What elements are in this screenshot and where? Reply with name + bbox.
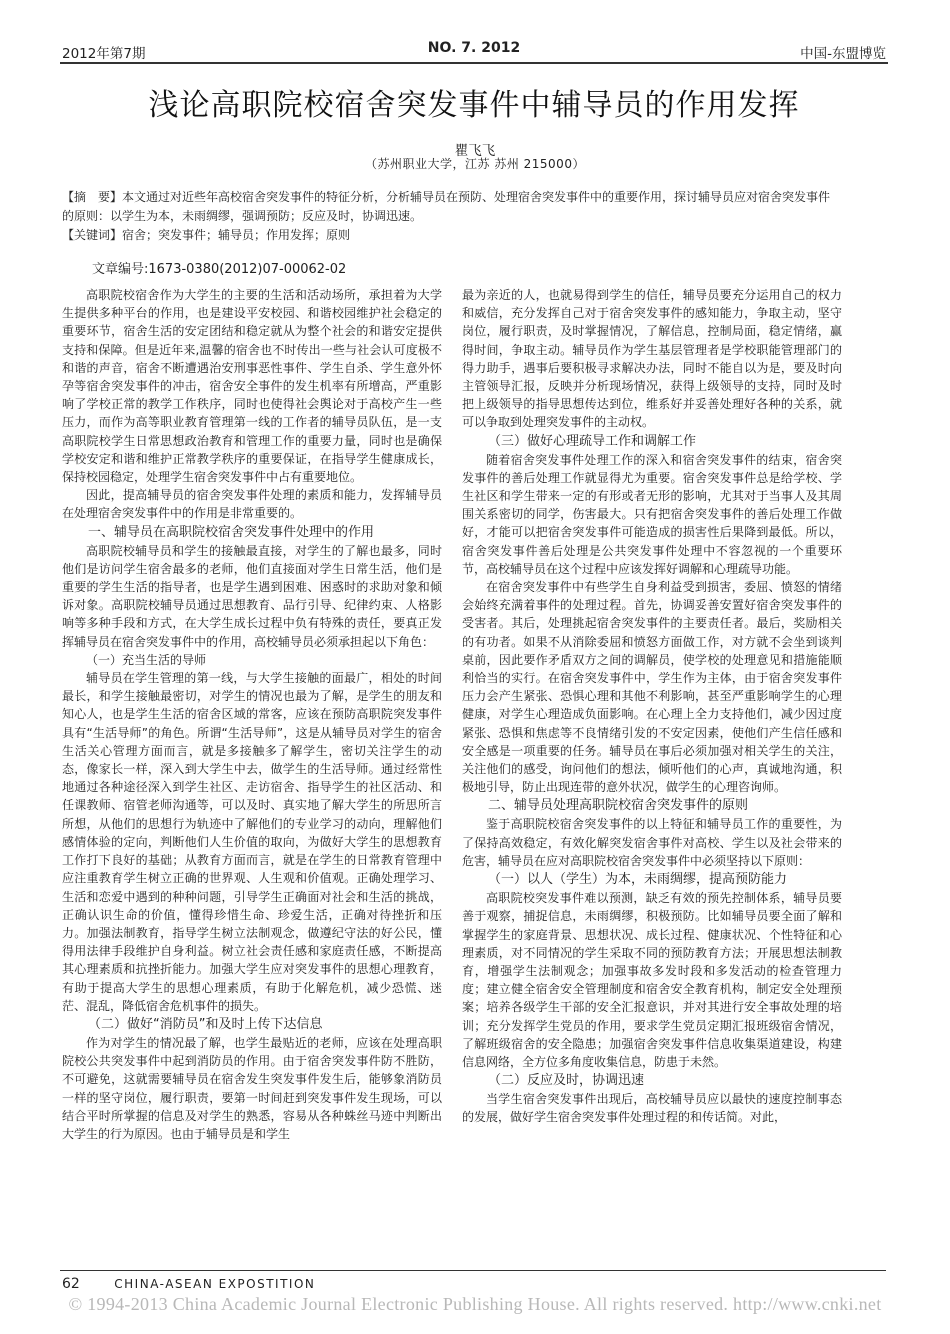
body-paragraph: 最为亲近的人，也就易得到学生的信任，辅导员要充分运用自己的权力和威信，充分发挥自己对于宿舍突发事件的感知能力，争取主动，坚守岗位，履行职责，及时掌握情况，了解信息，控制局面，稳定情绪，赢得时间，争取主动。辅导员作为学生基层管理者是学校职能管理部门的得力助手，遇事后要积极寻求解决办法，同时不能自以为是，要及时向主管领导汇报，反映并分析现场情况，获得上级领导的支持，同时及时把上级领导的指导思想传达到位，维系好并妥善处理好各种的关系，就可以争取到处理突发事件的主动权。 [462, 288, 842, 430]
right-column [462, 286, 842, 1127]
body-paragraph: 在宿舍突发事件中有些学生自身利益受到损害，委屈、愤怒的情绪会始终充满着事件的处理过程。首先，协调妥善安置好宿舍突发事件的受害者。其后，处理挑起宿舍突发事件的主要责任者。最后，奖励相关的有功者。如果不从消除委屈和愤怒方面做工作，对方就不会坐到谈判桌前，因此要作矛盾双方之间的调解员，使学校的处理意见和措施能顺利恰当的实行。在宿舍突发事件中，学生作为主体，由于宿舍突发事件压力会产生紧张、恐惧心理和其他不利影响，甚至严重影响学生的心理健康，对学生心理造成负面影响。在心理上全力支持他们，减少因过度紧张、恐惧和焦虑等不良情绪引发的不安定因素，使他们产生信任感和安全感是一项重要的任务。辅导员在事后必须加强对相关学生的关注，关注他们的感受，询问他们的想法，倾听他们的心声，真诚地沟通，积极地引导，防止出现连带的意外状况，做学生的心理咨询师。 [462, 580, 842, 795]
subsection-heading: （二）反应及时，协调迅速 [488, 1073, 645, 1089]
body-paragraph: 随着宿舍突发事件处理工作的深入和宿舍突发事件的结束，宿舍突发事件的善后处理工作就显得尤为重要。宿舍突发事件总是给学校、学生社区和学生带来一定的有形或者无形的影响，尤其对于当事人及其周围关系密切的同学，伤害最大。只有把宿舍突发事件的善后处理工作做好，才能可以把宿舍突发事件可能造成的损害性后果降到最低。所以，宿舍突发事件善后处理是公共突发事件处理中不容忽视的一个重要环节，高校辅导员在这个过程中应该发挥好调解和心理疏导功能。 [462, 452, 842, 576]
journal-name: 中国-东盟博览 [800, 46, 886, 62]
body-paragraph: 鉴于高职院校宿舍突发事件的以上特征和辅导员工作的重要性，为了保持高效稳定，有效化解突发宿舍事件对高校、学生以及社会带来的危害，辅导员在应对高职院校宿舍突发事件中必须坚持以下原则： [462, 817, 842, 868]
subsection-heading: （三）做好心理疏导工作和调解工作 [488, 433, 697, 449]
body-paragraph: 高职院校突发事件难以预测，缺乏有效的预先控制体系，辅导员要善于观察，捕捉信息，未雨绸缪，积极预防。比如辅导员要全面了解和掌握学生的家庭背景、思想状况、成长过程、健康状况、个性特征和心理素质，对不同情况的学生采取不同的预防教育方法；开展思想法制教育，增强学生法制观念；加强事故多发时段和多发活动的检查管理力度；建立健全宿舍安全管理制度和宿舍安全教育机构，制定安全处理预案；培养各级学生干部的安全汇报意识，并对其进行安全事故处理的培训；充分发挥学生党员的作用，要求学生党员定期汇报班级宿舍情况，了解班级宿舍的安全隐患；加强宿舍突发事件信息收集渠道建设，构建信息网络，全方位多角度收集信息，防患于未然。 [462, 891, 842, 1069]
left-column [62, 286, 442, 1143]
page-number: 62 [62, 1276, 80, 1292]
body-paragraph: 高职院校辅导员和学生的接触最直接，对学生的了解也最多，同时他们是访问学生宿舍最多的老师，他们直接面对学生日常生活，他们是重要的学生生活的指导者，也是学生遇到困难、困惑时的求助对象和倾诉对象。高职院校辅导员通过思想教育、品行引导、纪律约束、人格影响等多种手段和方式，在大学生成长过程中负有特殊的责任，要真正发挥辅导员在宿舍突发事件中的作用，高校辅导员必须承担起以下角色： [62, 543, 442, 649]
document-number: 文章编号:1673-0380(2012)07-00062-02 [92, 262, 347, 277]
body-paragraph: 当学生宿舍突发事件出现后，高校辅导员应以最快的速度控制事态的发展，做好学生宿舍突发事件处理过程的和传话简。对此， [462, 1092, 842, 1125]
issue-number: NO. 7. 2012 [427, 40, 521, 56]
issue-label: 2012年第7期 [62, 46, 146, 62]
page-footer [62, 1276, 315, 1292]
footer-journal-name: CHINA-ASEAN EXPOSTITION [114, 1277, 316, 1291]
author-affiliation: （苏州职业大学，江苏 苏州 215000） [365, 157, 585, 171]
section-heading: 一、辅导员在高职院校宿舍突发事件处理中的作用 [88, 524, 375, 540]
header-rule [60, 62, 888, 64]
body-paragraph: 作为对学生的情况最了解，也学生最贴近的老师，应该在处理高职院校公共突发事件中起到消防员的作用。由于宿舍突发事件防不胜防，不可避免，这就需要辅导员在宿舍发生突发事件发生后，能够象消防员一样的坚守岗位，履行职责，要第一时间赶到突发事件发生现场，可以结合平时所掌握的信息及对学生的熟悉，容易从各种蛛丝马迹中判断出大学生的行为原因。也由于辅导员是和学生 [62, 1035, 442, 1141]
keywords-text: 【关键词】宿舍；突发事件；辅导员；作用发挥；原则 [62, 228, 351, 242]
running-header [62, 40, 886, 62]
copyright-watermark: © 1994-2013 China Academic Journal Electronic Publishing House. All rights reserved. http://www.cnki.net [68, 1294, 882, 1314]
abstract-block [62, 188, 840, 245]
body-paragraph: 高职院校宿舍作为大学生的主要的生活和活动场所，承担着为大学生提供多种平台的作用，也是建设平安校园、和谐校园维护社会稳定的重要环节，宿舍生活的安定团结和稳定就从为整个社会的和谐安定提供支持和保障。但是近年来,温馨的宿舍也不时传出一些与社会认可度极不和谐的声音，宿舍不断遭遇治安刑事恶性事件、学生自杀、学生意外怀孕等宿舍突发事件的冲击，宿舍安全事件的发生机率有所增高，严重影响了学校正常的教学工作秩序，同时也使得社会舆论对于高校产生一些压力，而作为高等职业教育管理第一线的工作者的辅导员队伍，是一支高职院校学生日常思想政治教育和管理工作的重要力量，同时也是确保学校安定和谐和维护正常教学秩序的重要保证，在指导学生健康成长，保持校园稳定，处理学生宿舍突发事件中占有重要地位。 [62, 288, 442, 485]
article-title: 浅论高职院校宿舍突发事件中辅导员的作用发挥 [148, 88, 800, 123]
body-paragraph: 因此，提高辅导员的宿舍突发事件处理的素质和能力，发挥辅导员在处理宿舍突发事件中的作用是非常重要的。 [62, 488, 442, 521]
subsection-heading: （二）做好“消防员”和及时上传下达信息 [88, 1016, 323, 1032]
body-paragraph: 辅导员在学生管理的第一线，与大学生接触的面最广，相处的时间最长，和学生接触最密切，对学生的情况也最为了解，是学生的朋友和知心人，也是学生生活的宿舍区域的常客，应该在预防高职院突发事件具有“生活导师”的角色。所谓“生活导师”，这是从辅导员对学生的宿舍生活关心管理方面而言，就是多接触多了解学生，密切关注学生的动态，像家长一样，深入到大学生中去，做学生的生活导师。通过经常性地通过各种途径深入到学生社区、走访宿舍、指导学生的社区活动、和任课教师、宿管老师沟通等，可以及时、真实地了解大学生的所思所言所想，从他们的思想行为轨迹中了解他们的专业学习的动向，理解他们感情体验的定向，判断他们人生价值的取向，为做好大学生的思想教育工作打下良好的基础；从教育方面而言，就是在学生的日常教育管理中应注重教育学生树立正确的世界观、人生观和价值观。正确处理学习、生活和恋爱中遇到的种种问题，引导学生正确面对社会和生活的挑战，正确认识生命的价值，懂得珍惜生命、珍爱生活，正确对待挫折和压力。加强法制教育，指导学生树立法制观念，做遵纪守法的好公民，懂得用法律手段维护自身利益。树立社会责任感和家庭责任感，不断提高其心理素质和抗挫折能力。加强大学生应对突发事件的思想心理教育，有助于提高大学生的思想心理素质，有助于化解危机，减少恐慌、迷茫、混乱，降低宿舍危机事件的损失。 [62, 671, 442, 1013]
section-heading: 二、辅导员处理高职院校宿舍突发事件的原则 [488, 798, 749, 814]
subsection-heading: （一）以人（学生）为本，未雨绸缪，提高预防能力 [488, 872, 788, 888]
footer-rule [60, 1270, 886, 1271]
author-name: 瞿飞飞 [454, 143, 496, 159]
abstract-text: 【摘 要】本文通过对近些年高校宿舍突发事件的特征分析，分析辅导员在预防、处理宿舍突发事件中的重要作用，探讨辅导员应对宿舍突发事件的原则：以学生为本，未雨绸缪，强调预防；反应及时，协调迅速。 [62, 190, 831, 223]
subsection-heading: （一）充当生活的导师 [86, 652, 207, 667]
